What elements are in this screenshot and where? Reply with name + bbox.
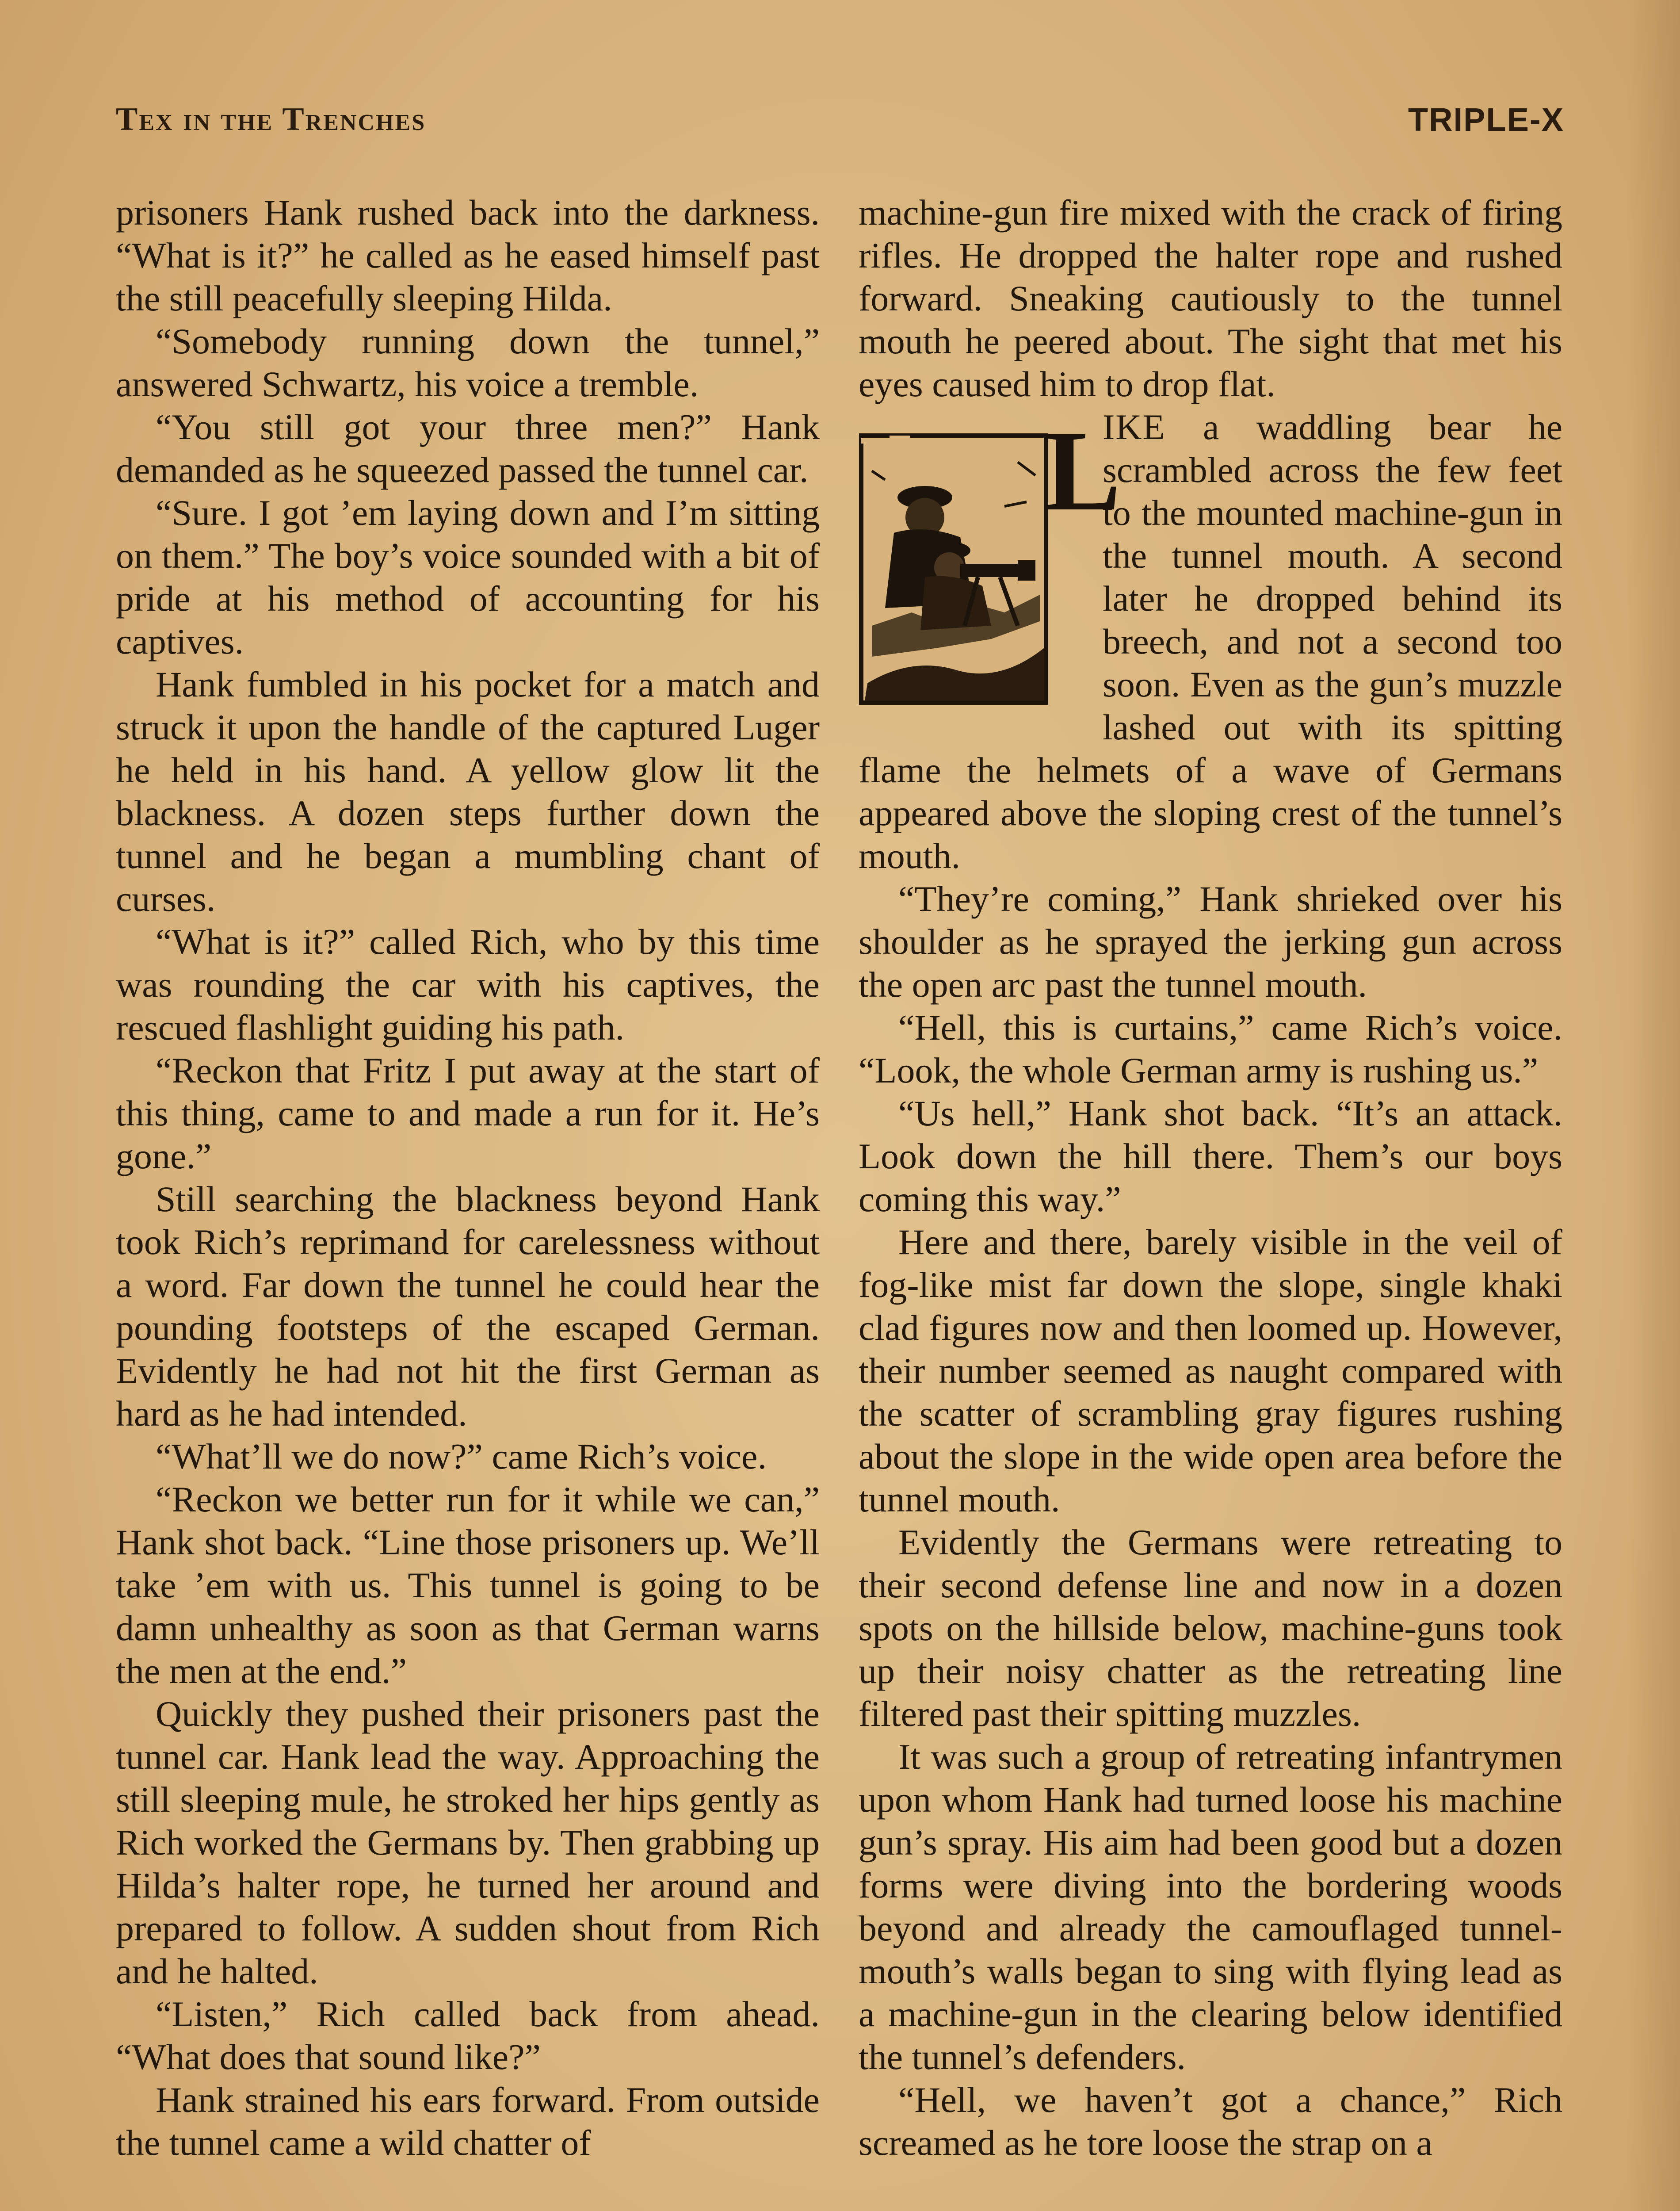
dropcap-paragraph	[859, 405, 1562, 877]
soldier-machine-gun-illustration	[859, 418, 1049, 705]
paragraph: “Reckon that Fritz I put away at the start of this thing, came to and made a run for it. He’s gone.”	[116, 1050, 820, 1176]
left-column	[116, 191, 820, 2211]
paragraph: “Listen,” Rich called back from ahead. “What does that sound like?”	[116, 1994, 820, 2077]
paragraph: “Hell, this is curtains,” came Rich’s voice. “Look, the whole German army is rushing us.”	[859, 1007, 1562, 1090]
dropcap-body: a waddling bear he scrambled across the few feet to the mounted machine-gun in the tunnel mouth. A second later he dropped behind its breech, and not a second too soon. Even as the gun’s muzzle lashed out with its spitting flame the helmets of a wave of Germans appeared above the sloping crest of the tunnel’s mouth.	[859, 407, 1562, 876]
right-column	[859, 191, 1562, 2211]
paragraph: “They’re coming,” Hank shrieked over his shoulder as he sprayed the jerking gun across the open arc past the tunnel mouth.	[859, 879, 1562, 1005]
paragraph: “What’ll we do now?” came Rich’s voice.	[156, 1436, 767, 1477]
paragraph: “Sure. I got ’em laying down and I’m sitting on them.” The boy’s voice sounded with a bit of pride at his method of accounting for his captives.	[116, 493, 820, 662]
paragraph: Quickly they pushed their prisoners past the tunnel car. Hank lead the way. Approaching the still sleeping mule, he stroked her hips gently as Rich worked the Germans by. Then grabbing up Hilda’s halter rope, he turned her around and prepared to follow. A sudden shout from Rich and he halted.	[116, 1694, 820, 1991]
paragraph: prisoners Hank rushed back into the darkness. “What is it?” he called as he eased himself past the still peacefully sleeping Hilda.	[116, 192, 820, 318]
paragraph: “Hell, we haven’t got a chance,” Rich screamed as he tore loose the strap on a	[859, 2080, 1562, 2163]
paragraph: Hank strained his ears forward. From outside the tunnel came a wild chatter of	[116, 2080, 820, 2163]
paragraph: “What is it?” called Rich, who by this time was rounding the car with his captives, the rescued flashlight guiding his path.	[116, 922, 820, 1048]
paragraph: “You still got your three men?” Hank demanded as he squeezed passed the tunnel car.	[116, 407, 820, 490]
paragraph: “Reckon we better run for it while we can,” Hank shot back. “Line those prisoners up. We’ll take ’em with us. This tunnel is going to be damn unhealthy as soon as that German warns the men at the end.”	[116, 1479, 820, 1691]
paragraph: Still searching the blackness beyond Hank took Rich’s reprimand for carelessness without a word. Far down the tunnel he could hear the pounding footsteps of the escaped German. Evidently he had not hit the first German as hard as he had intended.	[116, 1179, 820, 1434]
dropcap-first-word: IKE	[1103, 407, 1166, 447]
paragraph: It was such a group of retreating infantrymen upon whom Hank had turned loose his machine gun’s spray. His aim had been good but a dozen forms were diving into the bordering woods beyond and already the camouflaged tunnel-mouth’s walls began to sing with flying lead as a machine-gun in the clearing below identified the tunnel’s defenders.	[859, 1737, 1562, 2077]
paragraph: Here and there, barely visible in the veil of fog-like mist far down the slope, single khaki clad figures now and then loomed up. However, their number seemed as naught compared with the scatter of scrambling gray figures rushing about the slope in the wide open area before the tunnel mouth.	[859, 1222, 1562, 1519]
paragraph: Evidently the Germans were retreating to their second defense line and now in a dozen spots on the hillside below, machine-guns took up their noisy chatter as the retreating line filtered past their spitting muzzles.	[859, 1522, 1562, 1734]
page-edge-shadow	[1627, 0, 1680, 2211]
paragraph: machine-gun fire mixed with the crack of firing rifles. He dropped the halter rope and rushed forward. Sneaking cautiously to the tunnel mouth he peered about. The sight that met his eyes caused him to drop flat.	[859, 192, 1562, 404]
page-header	[116, 101, 1564, 154]
dropcap-block	[859, 407, 1121, 710]
paragraph: “Us hell,” Hank shot back. “It’s an attack. Look down the hill there. Them’s our boys coming this way.”	[859, 1093, 1562, 1219]
paragraph: “Somebody running down the tunnel,” answered Schwartz, his voice a tremble.	[116, 321, 820, 404]
drop-cap-letter: L	[1044, 407, 1121, 535]
running-head: Tex in the Trenches	[116, 101, 426, 138]
magazine-name: TRIPLE-X	[1408, 101, 1564, 138]
paragraph: Hank fumbled in his pocket for a match and struck it upon the handle of the captured Luger he held in his hand. A yellow glow lit the blackness. A dozen steps further down the tunnel and he began a mumbling chant of curses.	[116, 664, 820, 919]
